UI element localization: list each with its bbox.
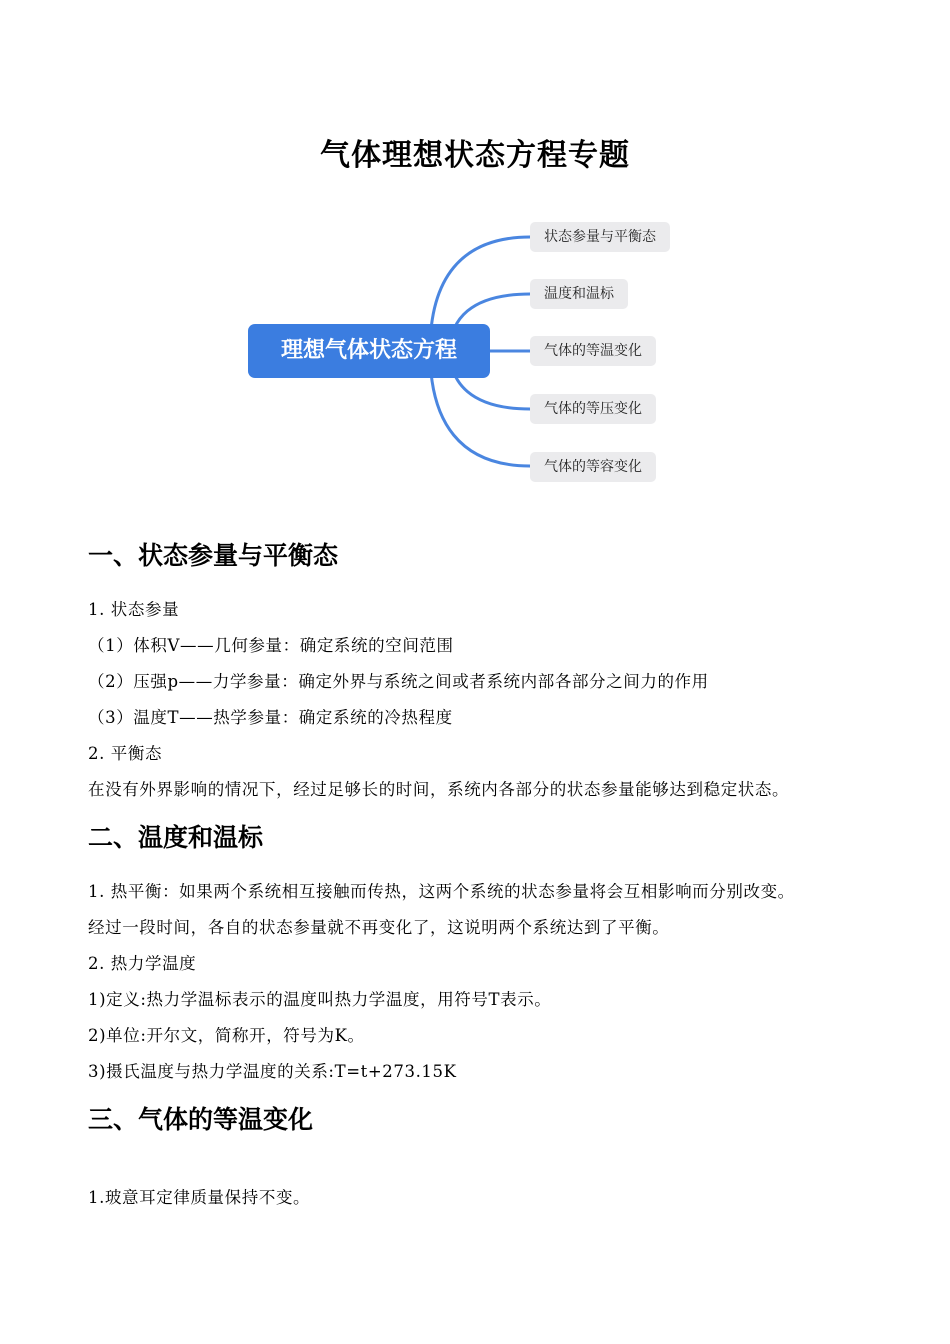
section-heading-1: 一、状态参量与平衡态 xyxy=(88,541,339,570)
paragraph-line: 1.玻意耳定律质量保持不变。 xyxy=(88,1188,311,1207)
paragraph-line: 1)定义:热力学温标表示的温度叫热力学温度，用符号T表示。 xyxy=(88,990,552,1009)
paragraph-line: （3）温度T——热学参量：确定系统的冷热程度 xyxy=(88,708,453,727)
document-title: 气体理想状态方程专题 xyxy=(320,138,630,173)
paragraph-line: 在没有外界影响的情况下，经过足够长的时间，系统内各部分的状态参量能够达到稳定状态。 xyxy=(88,780,790,799)
paragraph-line: 经过一段时间，各自的状态参量就不再变化了，这说明两个系统达到了平衡。 xyxy=(88,918,670,937)
mind-map-branch-2: 温度和温标 xyxy=(530,279,628,309)
mind-map-branch-5: 气体的等容变化 xyxy=(530,452,656,482)
paragraph-line: （2）压强p——力学参量：确定外界与系统之间或者系统内部各部分之间力的作用 xyxy=(88,672,709,691)
paragraph-line: 2. 热力学温度 xyxy=(88,954,197,973)
paragraph-line: （1）体积V——几何参量：确定系统的空间范围 xyxy=(88,636,454,655)
mind-map xyxy=(0,200,950,500)
section-heading-3: 三、气体的等温变化 xyxy=(88,1105,314,1134)
paragraph-line: 2)单位:开尔文，简称开，符号为K。 xyxy=(88,1026,365,1045)
paragraph-line: 1. 热平衡：如果两个系统相互接触而传热，这两个系统的状态参量将会互相影响而分别改变。 xyxy=(88,882,795,901)
mind-map-root: 理想气体状态方程 xyxy=(248,324,490,378)
mind-map-branch-3: 气体的等温变化 xyxy=(530,336,656,366)
mind-map-branch-1: 状态参量与平衡态 xyxy=(530,222,670,252)
paragraph-line: 1. 状态参量 xyxy=(88,600,180,619)
paragraph-line: 3)摄氏温度与热力学温度的关系:T=t+273.15K xyxy=(88,1062,457,1081)
paragraph-line: 2. 平衡态 xyxy=(88,744,163,763)
section-heading-2: 二、温度和温标 xyxy=(88,823,264,852)
mind-map-branch-4: 气体的等压变化 xyxy=(530,394,656,424)
